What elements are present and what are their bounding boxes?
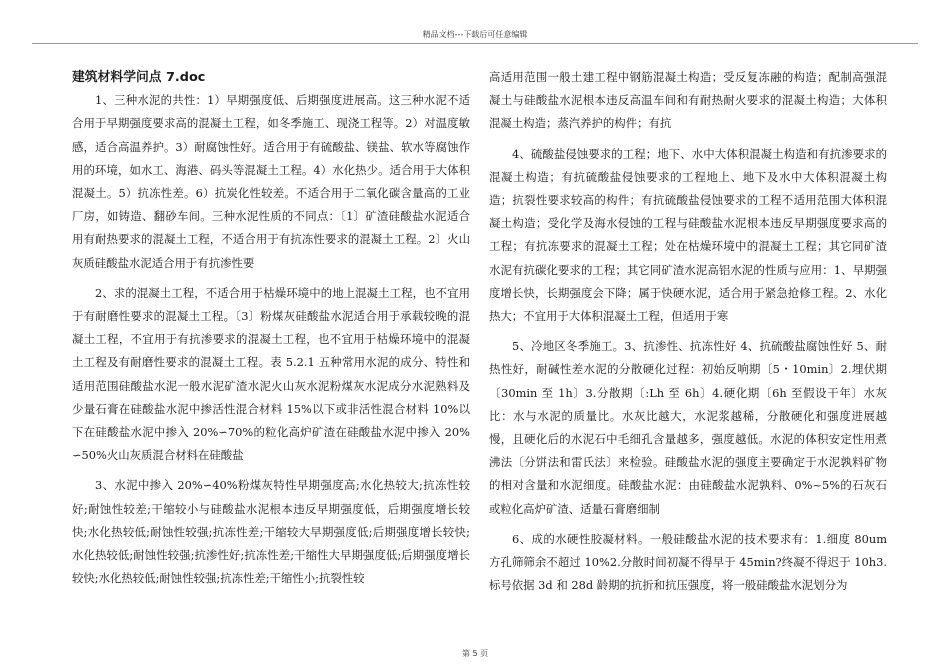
header-divider xyxy=(32,43,918,44)
paragraph: 6、成的水硬性胶凝材料。一般硅酸盐水泥的技术要求有：1.细度 80um 方孔筛筛余不超过 10%2.分散时间初凝不得早于 45min?终凝不得迟于 10h3.标号依据 3d 和 28d 龄期的抗折和抗压强度，将一般硅酸盐水泥划分为 xyxy=(489,531,887,593)
paragraph: 3、水泥中掺入 20%∽40%粉煤灰特性早期强度高;水化热较大;抗冻性较好;耐蚀性较差;干缩较小与硅酸盐水泥根本违反早期强度低，后期强度增长较快;水化热较低;耐蚀性较强;抗冻性差;干缩较大早期强度低;后期强度增长较快;水化热较低;耐蚀性较强;抗渗性好;抗冻性差;干缩性大早期强度低;后期强度增长较快;水化热较低;耐蚀性较强;抗冻性差;干缩性小;抗裂性较 xyxy=(72,478,470,586)
document-title: 建筑材料学问点 7.doc xyxy=(72,70,206,85)
page-header: 精品文档---下载后可任意编辑 xyxy=(422,30,528,39)
paragraph: 高适用范围一般土建工程中钢筋混凝土构造；受反复冻融的构造；配制高强混凝土与硅酸盐水泥根本违反高温车间和有耐热耐火要求的混凝土构造；大体积混凝土构造；蒸汽养护的构件；有抗 xyxy=(489,70,887,131)
right-column xyxy=(489,66,887,604)
paragraph: 2、求的混凝土工程，不适合用于枯燥环境中的地上混凝土工程，也不宜用于有耐磨性要求的混凝土工程。〔3〕粉煤灰硅酸盐水泥适合用于承载较晚的混凝土工程，不宜用于有抗渗要求的混凝土工程，也不宜用于枯燥环境中的混凝土工程及有耐磨性要求的混凝土工程。表 5.2.1 五种常用水泥的成分、特性和适用范围硅酸盐水泥一般水泥矿渣水泥火山灰水泥粉煤灰水泥成分水泥熟料及少量石膏在硅酸盐水泥中掺活性混合材料 15%以下或非活性混合材料 10%以下在硅酸盐水泥中掺入 20%∽70%的粒化高炉矿渣在硅酸盐水泥中掺入 20%∽50%火山灰质混合材料在硅酸盐 xyxy=(72,285,470,463)
paragraph: 4、硫酸盐侵蚀要求的工程；地下、水中大体积混凝土构造和有抗渗要求的混凝土构造；有抗硫酸盐侵蚀要求的工程地上、地下及水中大体积混凝土构造；抗裂性要求较高的构件；有抗硫酸盐侵蚀要求的工程不适用范围大体积混凝土构造；受化学及海水侵蚀的工程与硅酸盐水泥根本违反早期强度要求高的工程；有抗冻要求的混凝土工程；处在枯燥环境中的混凝土工程；其它同矿渣水泥有抗碳化要求的工程；其它同矿渣水泥高铝水泥的性质与应用：1、早期强度增长快，长期强度会下降；属于快硬水泥，适合用于紧急抢修工程。2、水化热大；不宜用于大体积混凝土工程，但适用于寒 xyxy=(489,146,887,324)
paragraph: 1、三种水泥的共性：1）早期强度低、后期强度进展高。这三种水泥不适合用于早期强度要求高的混凝土工程，如冬季施工、现浇工程等。2）对温度敏感，适合高温养护。3）耐腐蚀性好。适合用于有硫酸盐、镁盐、软水等腐蚀作用的环境，如水工、海港、码头等混凝土工程。4）水化热少。适合用于大体积混凝土。5）抗冻性差。6）抗炭化性较差。不适合用于二氧化碳含量高的工业厂房，如铸造、翻砂车间。三种水泥性质的不同点：〔1〕矿渣硅酸盐水泥适合用有耐热要求的混凝土工程，不适合用于有抗冻性要求的混凝土工程。2〕火山灰质硅酸盐水泥适合用于有抗渗性要 xyxy=(72,93,470,270)
left-column xyxy=(72,66,470,597)
paragraph: 5、冷地区冬季施工。3、抗渗性、抗冻性好 4、抗硫酸盐腐蚀性好 5、耐热性好，耐碱性差水泥的分散硬化过程：初始反响期〔5・10min〕2.埋伏期〔30min 至 1h〕3.分散期〔:Lh 至 6h〕4.硬化期〔6h 至假设干年〕水灰比：水与水泥的质量比。水灰比越大，水泥浆越稀，分散硬化和强度进展越慢，且硬化后的水泥石中毛细孔含量越多，强度越低。水泥的体积安定性用煮沸法〔分饼法和雷氏法〕来检验。硅酸盐水泥的强度主要确定于水泥孰料矿物的相对含量和水泥细度。硅酸盐水泥：由硅酸盐水泥孰料、0%~5%的石灰石或粒化高炉矿渣、适量石膏磨细制 xyxy=(489,339,887,516)
page-number: 第 5 页 xyxy=(461,649,489,658)
